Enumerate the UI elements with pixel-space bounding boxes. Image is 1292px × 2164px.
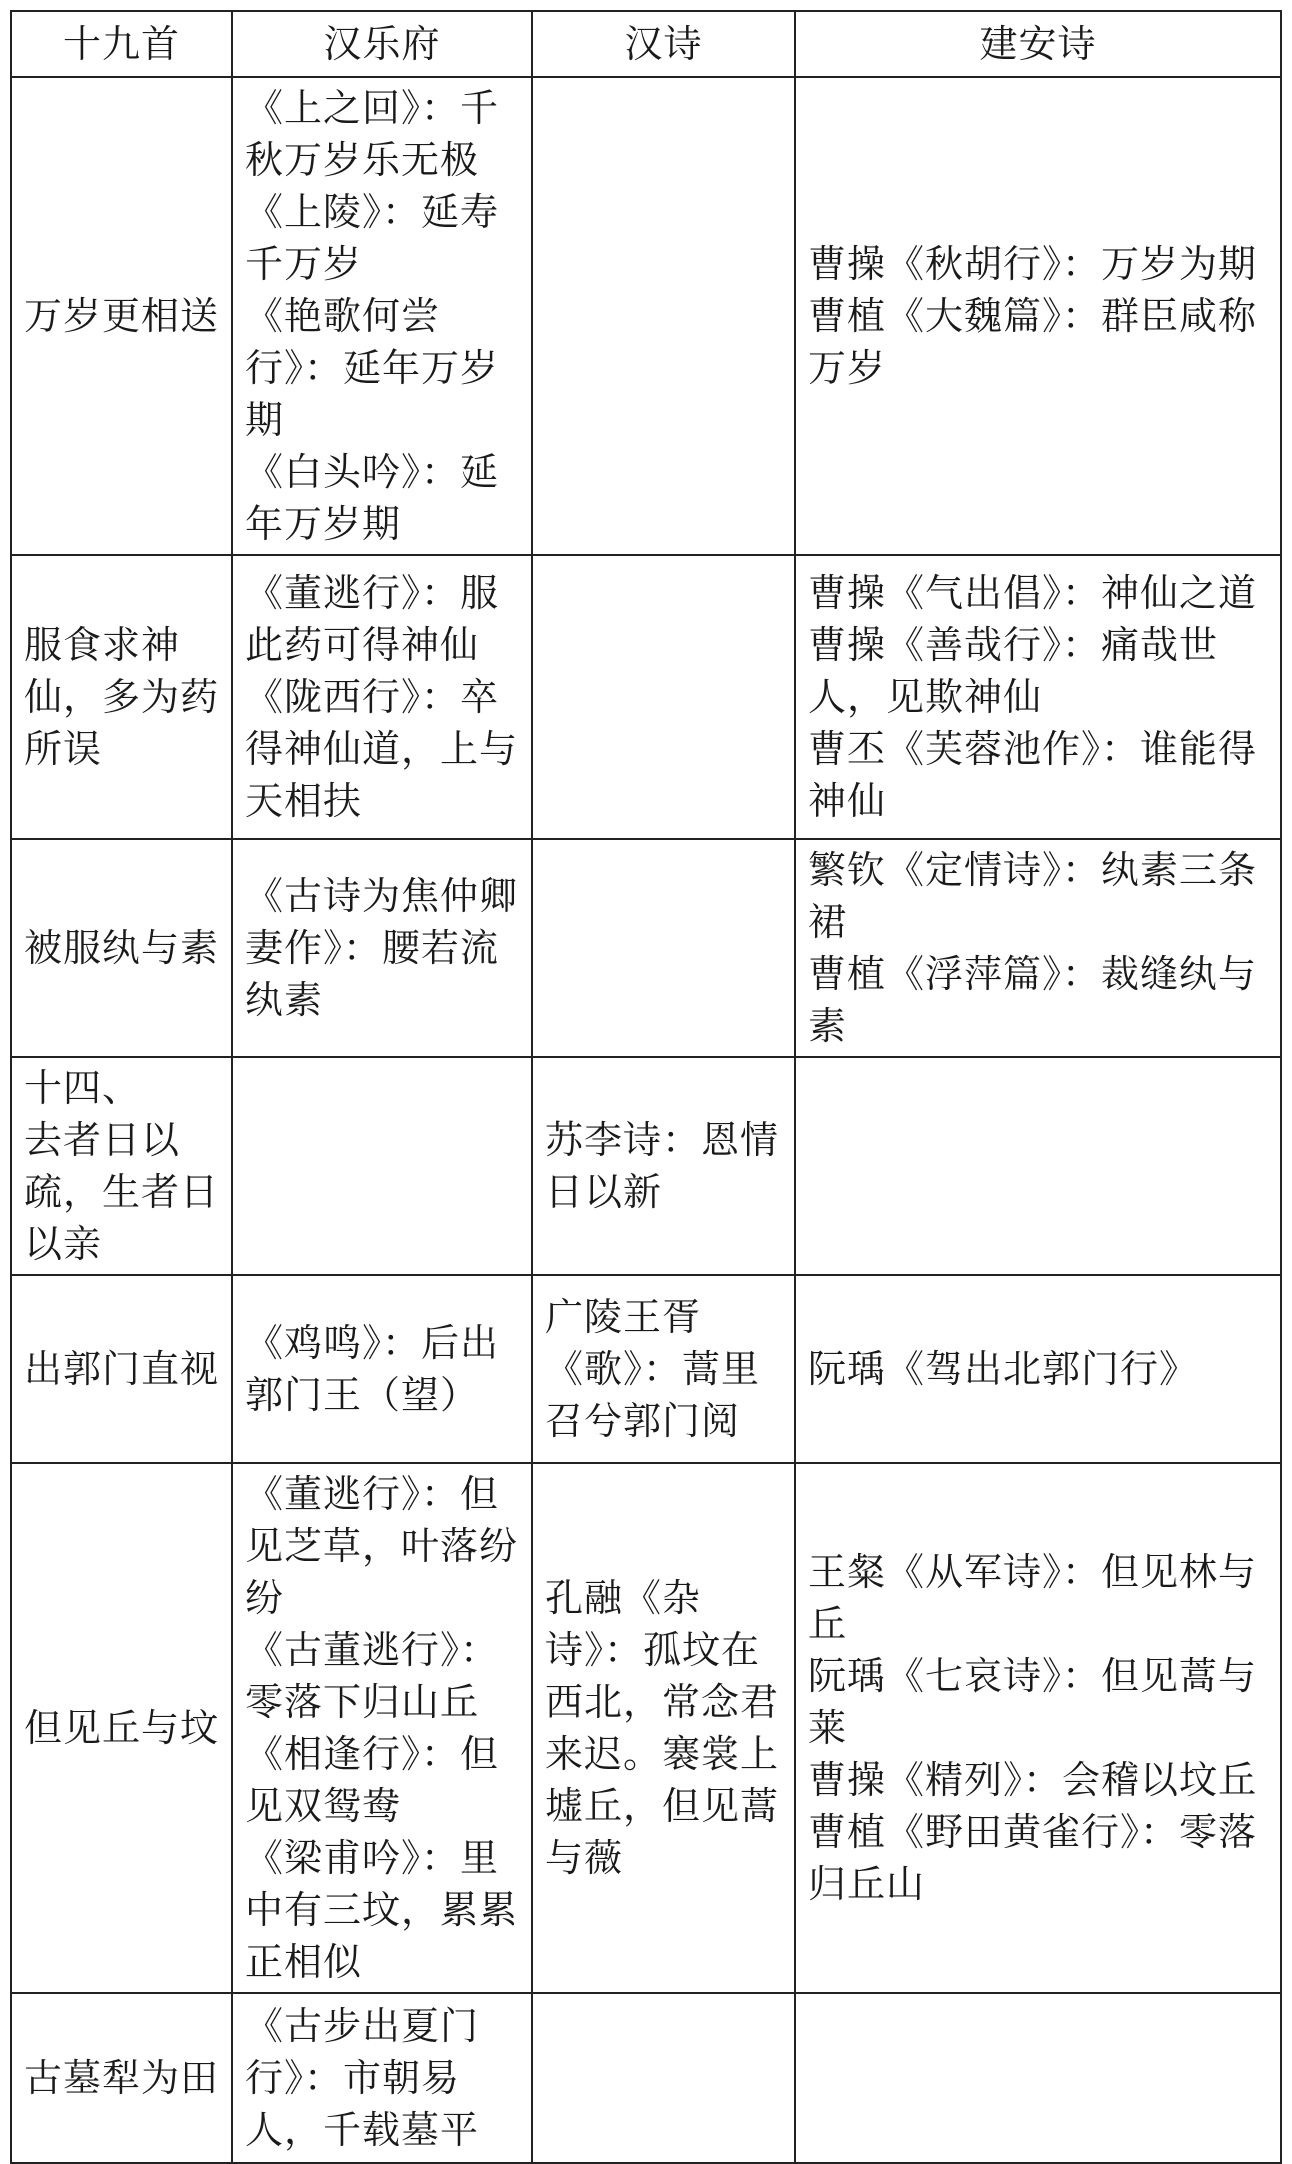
table-row <box>11 839 1281 1057</box>
cell-han-poetry <box>532 839 795 1057</box>
cell-nineteen-poems: 被服纨与素 <box>11 839 232 1057</box>
cell-han-poetry <box>532 1993 795 2163</box>
cell-han-poetry: 广陵王胥《歌》：蒿里召兮郭门阅 <box>532 1275 795 1463</box>
header-han-poetry: 汉诗 <box>532 11 795 77</box>
cell-nineteen-poems: 万岁更相送 <box>11 77 232 555</box>
cell-jianan-poetry: 曹操《气出倡》：神仙之道 曹操《善哉行》：痛哉世人，见欺神仙 曹丕《芙蓉池作》：谁能得神仙 <box>795 555 1281 839</box>
cell-han-poetry <box>532 555 795 839</box>
header-row <box>11 11 1281 77</box>
cell-jianan-poetry <box>795 1993 1281 2163</box>
cell-nineteen-poems: 十四、 去者日以疏，生者日以亲 <box>11 1057 232 1275</box>
cell-han-yuefu: 《鸡鸣》：后出郭门王（望） <box>232 1275 532 1463</box>
comparison-table <box>10 10 1282 2164</box>
header-nineteen-poems: 十九首 <box>11 11 232 77</box>
cell-han-yuefu: 《古诗为焦仲卿妻作》：腰若流纨素 <box>232 839 532 1057</box>
table-row <box>11 77 1281 555</box>
table-row <box>11 1275 1281 1463</box>
cell-han-yuefu: 《董逃行》：但见芝草，叶落纷纷 《古董逃行》：零落下归山丘 《相逢行》：但见双鸳鸯 《梁甫吟》：里中有三坟，累累正相似 <box>232 1463 532 1993</box>
cell-nineteen-poems: 古墓犁为田 <box>11 1993 232 2163</box>
cell-jianan-poetry: 王粲《从军诗》：但见林与丘 阮瑀《七哀诗》：但见蒿与莱 曹操《精列》：会稽以坟丘 曹植《野田黄雀行》：零落归丘山 <box>795 1463 1281 1993</box>
header-jianan-poetry: 建安诗 <box>795 11 1281 77</box>
cell-han-poetry: 苏李诗：恩情日以新 <box>532 1057 795 1275</box>
header-han-yuefu: 汉乐府 <box>232 11 532 77</box>
table-row <box>11 1057 1281 1275</box>
table-row <box>11 555 1281 839</box>
cell-han-yuefu <box>232 1057 532 1275</box>
cell-han-yuefu: 《董逃行》：服此药可得神仙 《陇西行》：卒得神仙道，上与天相扶 <box>232 555 532 839</box>
cell-jianan-poetry: 阮瑀《驾出北郭门行》 <box>795 1275 1281 1463</box>
cell-nineteen-poems: 但见丘与坟 <box>11 1463 232 1993</box>
cell-nineteen-poems: 服食求神仙，多为药所误 <box>11 555 232 839</box>
cell-jianan-poetry <box>795 1057 1281 1275</box>
cell-han-poetry <box>532 77 795 555</box>
cell-han-poetry: 孔融《杂诗》：孤坟在西北，常念君来迟。褰裳上墟丘，但见蒿与薇 <box>532 1463 795 1993</box>
cell-jianan-poetry: 繁钦《定情诗》：纨素三条裙 曹植《浮萍篇》：裁缝纨与素 <box>795 839 1281 1057</box>
cell-jianan-poetry: 曹操《秋胡行》：万岁为期 曹植《大魏篇》：群臣咸称万岁 <box>795 77 1281 555</box>
cell-han-yuefu: 《上之回》：千秋万岁乐无极 《上陵》：延寿千万岁 《艳歌何尝行》：延年万岁期 《白头吟》：延年万岁期 <box>232 77 532 555</box>
cell-han-yuefu: 《古步出夏门行》：市朝易人，千载墓平 <box>232 1993 532 2163</box>
cell-nineteen-poems: 出郭门直视 <box>11 1275 232 1463</box>
table-row <box>11 1993 1281 2163</box>
